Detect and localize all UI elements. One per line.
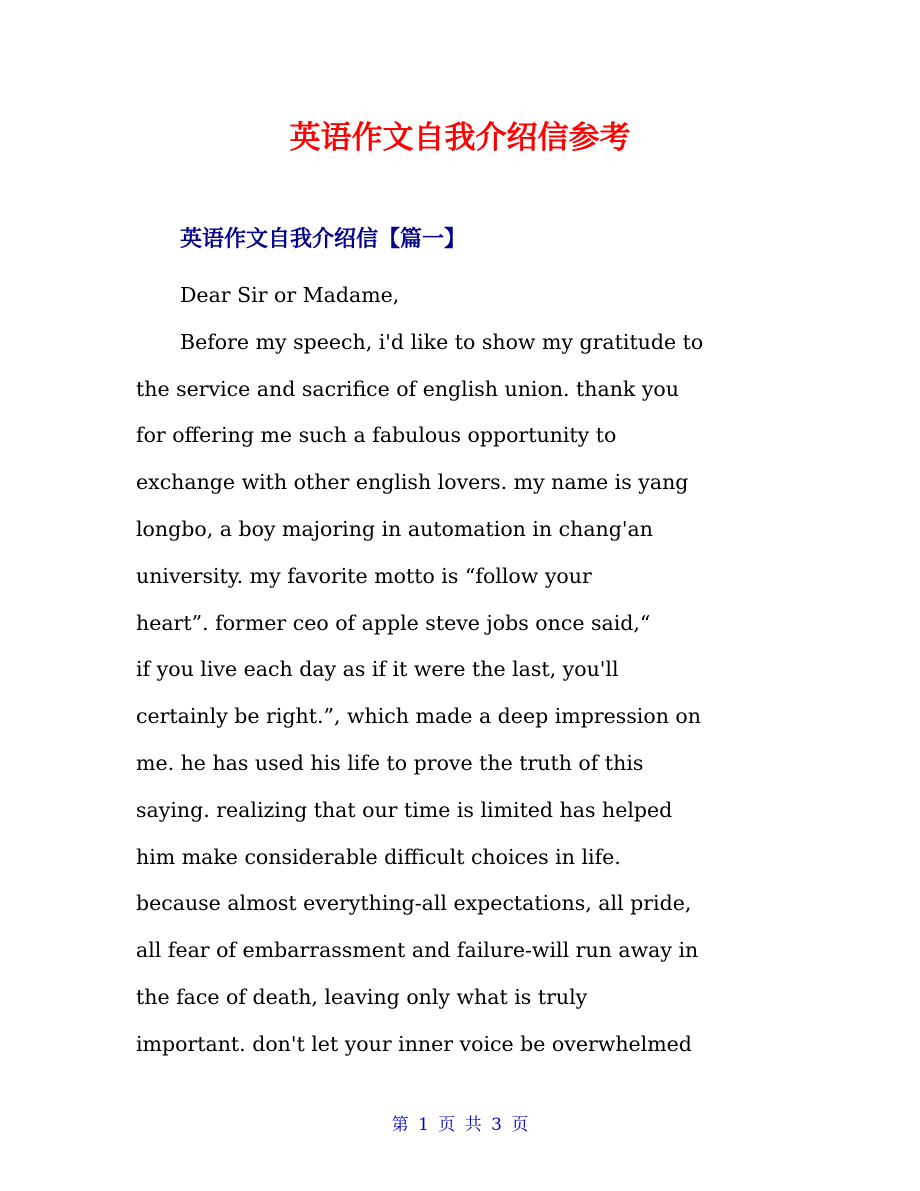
paragraph-line: all fear of embarrassment and failure-will run away in bbox=[136, 938, 699, 963]
paragraph-line: because almost everything-all expectations, all pride, bbox=[136, 891, 692, 916]
salutation-line: Dear Sir or Madame, bbox=[180, 283, 400, 307]
section-heading: 英语作文自我介绍信【篇一】 bbox=[180, 227, 467, 252]
page-title: 英语作文自我介绍信参考 bbox=[289, 120, 631, 156]
paragraph-line: me. he has used his life to prove the truth of this bbox=[136, 750, 644, 775]
paragraph-line: important. don't let your inner voice be overwhelmed bbox=[136, 1031, 692, 1056]
paragraph-line: exchange with other english lovers. my name is yang bbox=[136, 470, 689, 495]
page-number-footer: 第 1 页 共 3 页 bbox=[391, 1115, 529, 1135]
paragraph-line: if you live each day as if it were the last, you'll bbox=[136, 657, 619, 682]
paragraph-line: certainly be right.”, which made a deep impression on bbox=[136, 704, 701, 729]
paragraph-line: university. my favorite motto is “follow your bbox=[136, 563, 592, 588]
paragraph-line: saying. realizing that our time is limited has helped bbox=[136, 797, 673, 822]
paragraph-line: the service and sacrifice of english union. thank you bbox=[136, 376, 679, 401]
paragraph-line: the face of death, leaving only what is truly bbox=[136, 984, 588, 1009]
paragraph-line: him make considerable difficult choices in life. bbox=[136, 844, 621, 869]
letter-body bbox=[136, 272, 796, 1068]
paragraph-line: Before my speech, i'd like to show my gratitude to bbox=[180, 329, 704, 354]
paragraph-line: for offering me such a fabulous opportunity to bbox=[136, 423, 617, 448]
paragraph-line: longbo, a boy majoring in automation in chang'an bbox=[136, 516, 653, 541]
paragraph-line: heart”. former ceo of apple steve jobs once said,“ bbox=[136, 610, 651, 635]
